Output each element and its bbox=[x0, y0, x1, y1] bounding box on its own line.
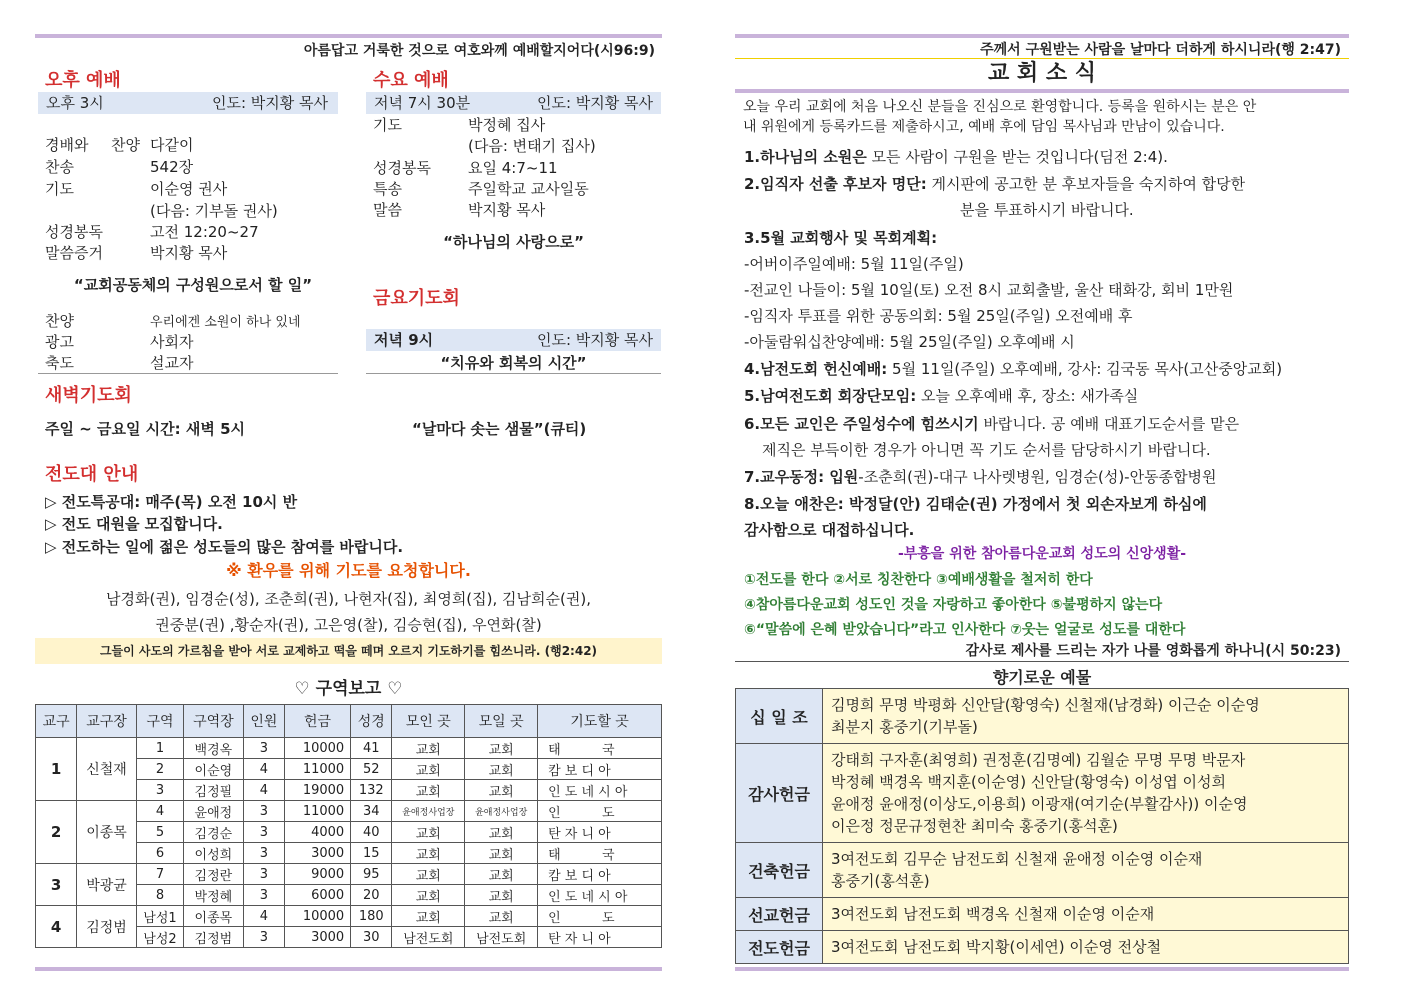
offering-line: 홍중기(홍석훈) bbox=[831, 872, 930, 890]
district-header-5: 헌금 bbox=[284, 705, 350, 738]
wednesday-item-4-label: 말씀 bbox=[373, 201, 402, 219]
district-cell: 1 bbox=[136, 738, 183, 759]
district-header-7: 모인 곳 bbox=[392, 705, 465, 738]
wednesday-leader: 인도: 박지황 목사 bbox=[536, 94, 653, 112]
friday-divider bbox=[366, 373, 661, 374]
wednesday-item-3-label: 특송 bbox=[373, 180, 402, 198]
afternoon-item2-0-label: 찬양 bbox=[45, 312, 74, 330]
news-3-item-3: -임직자 투표를 위한 공동의회: 5월 25일(주일) 오전예배 후 bbox=[744, 307, 1133, 325]
offering-row bbox=[736, 744, 1349, 843]
district-cell: 41 bbox=[351, 738, 392, 759]
district-cell: 4000 bbox=[284, 822, 350, 843]
district-cell: 7 bbox=[136, 864, 183, 885]
district-cell: 교회 bbox=[465, 843, 538, 864]
district-cell: 교회 bbox=[465, 906, 538, 927]
friday-time: 저녁 9시 bbox=[374, 331, 434, 349]
district-cell: 4 bbox=[243, 780, 284, 801]
district-cell: 교회 bbox=[465, 738, 538, 759]
district-cell: 윤애정 bbox=[184, 801, 244, 822]
district-cell: 11000 bbox=[284, 801, 350, 822]
afternoon-sermon: “교회공동체의 구성원으로서 할 일” bbox=[73, 276, 313, 294]
district-cell: 교회 bbox=[392, 780, 465, 801]
district-cell: 8 bbox=[136, 885, 183, 906]
afternoon-divider bbox=[38, 373, 338, 374]
district-cell: 태 국 bbox=[538, 843, 662, 864]
district-cell: 3 bbox=[243, 822, 284, 843]
district-cell: 교회 bbox=[392, 759, 465, 780]
gyogu-cell: 2 bbox=[36, 801, 77, 864]
district-header-0: 교구 bbox=[36, 705, 77, 738]
news-3-item-4: -아둘람워십찬양예배: 5월 25일(주일) 오후예배 시 bbox=[744, 333, 1075, 351]
district-cell: 3 bbox=[243, 738, 284, 759]
offering-line: 3여전도회 김무순 남전도회 신철재 윤애정 이순영 이순재 bbox=[831, 850, 1203, 868]
gyogu-cell: 3 bbox=[36, 864, 77, 906]
news-8: 8.오늘 애찬은: 박정달(안) 김태순(권) 가정에서 첫 외손자보게 하심에 bbox=[744, 495, 1207, 513]
offering-divider bbox=[735, 661, 1349, 662]
district-cell: 이종목 bbox=[184, 906, 244, 927]
district-cell: 박정혜 bbox=[184, 885, 244, 906]
offering-kind: 전도헌금 bbox=[736, 931, 823, 964]
district-cell: 윤애정사업장 bbox=[392, 801, 465, 822]
district-cell: 34 bbox=[351, 801, 392, 822]
district-header-4: 인원 bbox=[243, 705, 284, 738]
dawn-title: 새벽기도회 bbox=[45, 385, 132, 406]
evangelism-title: 전도대 안내 bbox=[45, 464, 139, 485]
revival-line-1: ①전도를 한다 ②서로 칭찬한다 ③예배생활을 철저히 한다 bbox=[744, 572, 1093, 588]
offering-line: 박정혜 백경옥 백지훈(이순영) 신안달(황영숙) 이성엽 이성희 bbox=[831, 773, 1227, 791]
afternoon-item-5 bbox=[45, 242, 227, 263]
afternoon-item-4 bbox=[45, 221, 259, 242]
district-cell: 남성1 bbox=[136, 906, 183, 927]
afternoon-item-2-value: 이순영 권사 bbox=[150, 180, 228, 198]
afternoon-title: 오후 예배 bbox=[45, 70, 121, 91]
offering-line: 이은정 정문규정현찬 최미숙 홍중기(홍석훈) bbox=[831, 817, 1118, 835]
offering-names bbox=[823, 843, 1349, 898]
welcome-line-2: 내 위원에게 등록카드를 제출하시고, 예배 후에 담임 목사님과 만남이 있습니다. bbox=[743, 119, 1225, 135]
offering-title: 향기로운 예물 bbox=[992, 668, 1092, 687]
friday-sermon: “치유와 회복의 시간” bbox=[440, 354, 587, 372]
news-7: 7.교우동정: 입원-조춘희(권)-대구 나사렛병원, 임경순(성)-안동종합병원 bbox=[744, 468, 1217, 486]
offering-kind: 건축헌금 bbox=[736, 843, 823, 898]
afternoon-item-1-value: 542장 bbox=[150, 158, 194, 176]
district-cell: 캄 보 디 아 bbox=[538, 759, 662, 780]
offering-row bbox=[736, 898, 1349, 931]
table-row bbox=[36, 864, 662, 885]
district-cell: 3 bbox=[243, 885, 284, 906]
district-cell: 30 bbox=[351, 927, 392, 948]
district-cell: 인 도 bbox=[538, 801, 662, 822]
news-1: 1.하나님의 소원은 모든 사람이 구원을 받는 것입니다(딤전 2:4). bbox=[744, 148, 1168, 166]
afternoon-item-0 bbox=[45, 134, 193, 155]
wednesday-item-0-label: 기도 bbox=[373, 116, 402, 134]
bottom-divider-left bbox=[35, 967, 662, 971]
district-cell: 백경옥 bbox=[184, 738, 244, 759]
district-cell: 교회 bbox=[465, 822, 538, 843]
district-cell: 탄 자 니 아 bbox=[538, 927, 662, 948]
offering-names bbox=[823, 898, 1349, 931]
news-title: 교 회 소 식 bbox=[735, 58, 1349, 90]
offering-line: 윤애정 윤애정(이상도,이용희) 이광재(여기순(부활감사)) 이순영 bbox=[831, 795, 1248, 813]
patients-line-2: 권중분(권) ,황순자(권), 고은영(찰), 김승현(집), 우연화(찰) bbox=[155, 616, 542, 634]
district-cell: 이성희 bbox=[184, 843, 244, 864]
wednesday-item-2-value: 요일 4:7~11 bbox=[468, 159, 558, 177]
offering-kind: 감사헌금 bbox=[736, 744, 823, 843]
district-cell: 3 bbox=[243, 801, 284, 822]
district-cell: 태 국 bbox=[538, 738, 662, 759]
offering-row bbox=[736, 689, 1349, 744]
district-cell: 인 도 bbox=[538, 906, 662, 927]
afternoon-item-1-label: 찬송 bbox=[45, 158, 74, 176]
dawn-qt: “날마다 솟는 샘물”(큐티) bbox=[412, 420, 587, 438]
wednesday-item-1 bbox=[373, 135, 596, 156]
news-6-cont: 제직은 부득이한 경우가 아니면 꼭 기도 순서를 담당하시기 바랍니다. bbox=[762, 441, 1211, 459]
district-cell: 윤애정사업장 bbox=[465, 801, 538, 822]
district-cell: 남전도회 bbox=[465, 927, 538, 948]
top-verse-right: 주께서 구원받는 사람을 날마다 더하게 하시니라(행 2:47) bbox=[980, 42, 1341, 58]
district-cell: 교회 bbox=[392, 843, 465, 864]
district-cell: 6 bbox=[136, 843, 183, 864]
afternoon-item-5-value: 박지황 목사 bbox=[150, 244, 228, 262]
offering-line: 최분지 홍중기(기부돌) bbox=[831, 718, 978, 736]
wednesday-item-3 bbox=[373, 178, 589, 199]
offering-row bbox=[736, 843, 1349, 898]
district-cell: 3 bbox=[243, 927, 284, 948]
friday-leader: 인도: 박지황 목사 bbox=[536, 331, 653, 349]
district-header-9: 기도할 곳 bbox=[538, 705, 662, 738]
offering-names bbox=[823, 689, 1349, 744]
district-cell: 20 bbox=[351, 885, 392, 906]
district-cell: 이순영 bbox=[184, 759, 244, 780]
district-cell: 교회 bbox=[392, 885, 465, 906]
offering-kind: 십 일 조 bbox=[736, 689, 823, 744]
wednesday-item-0 bbox=[373, 114, 545, 135]
district-cell: 5 bbox=[136, 822, 183, 843]
news-2: 2.임직자 선출 후보자 명단: 게시판에 공고한 분 후보자들을 숙지하여 합당한 bbox=[744, 175, 1246, 193]
district-cell: 4 bbox=[136, 801, 183, 822]
afternoon-item-0-value: 다같이 bbox=[150, 136, 194, 154]
gyogu-leader-cell: 김정범 bbox=[77, 906, 137, 948]
afternoon-item2-2-label: 축도 bbox=[45, 354, 74, 372]
district-cell: 김정필 bbox=[184, 780, 244, 801]
top-divider-right bbox=[735, 34, 1349, 38]
district-cell: 김정란 bbox=[184, 864, 244, 885]
district-cell: 인 도 네 시 아 bbox=[538, 780, 662, 801]
district-header-6: 성경 bbox=[351, 705, 392, 738]
district-cell: 교회 bbox=[465, 759, 538, 780]
district-cell: 3 bbox=[136, 780, 183, 801]
district-cell: 교회 bbox=[465, 885, 538, 906]
wednesday-item-2-label: 성경봉독 bbox=[373, 159, 431, 177]
revival-title: -부흥을 위한 참아름다운교회 성도의 신앙생활- bbox=[897, 546, 1187, 562]
afternoon-item2-1 bbox=[45, 331, 193, 352]
district-cell: 6000 bbox=[284, 885, 350, 906]
district-cell: 95 bbox=[351, 864, 392, 885]
afternoon-item-0-label: 경배와 찬양 bbox=[45, 136, 140, 154]
offering-line: 강태희 구자훈(최영희) 권정훈(김명예) 김월순 무명 무명 박문자 bbox=[831, 751, 1246, 769]
offering-names bbox=[823, 744, 1349, 843]
district-cell: 180 bbox=[351, 906, 392, 927]
district-cell: 남전도회 bbox=[392, 927, 465, 948]
afternoon-item-1 bbox=[45, 156, 193, 177]
gyogu-leader-cell: 박광균 bbox=[77, 864, 137, 906]
district-header-8: 모일 곳 bbox=[465, 705, 538, 738]
afternoon-item-4-label: 성경봉독 bbox=[45, 223, 103, 241]
district-cell: 교회 bbox=[392, 906, 465, 927]
psalm-verse: 감사로 제사를 드리는 자가 나를 영화롭게 하나니(시 50:23) bbox=[965, 643, 1341, 659]
top-divider-left bbox=[35, 34, 662, 38]
wednesday-item-2 bbox=[373, 157, 558, 178]
afternoon-item-3-value: (다음: 기부돌 권사) bbox=[150, 202, 278, 220]
district-cell: 52 bbox=[351, 759, 392, 780]
dawn-time: 주일 ~ 금요일 시간: 새벽 5시 bbox=[45, 420, 246, 438]
district-cell: 132 bbox=[351, 780, 392, 801]
district-cell: 40 bbox=[351, 822, 392, 843]
afternoon-item2-1-label: 광고 bbox=[45, 333, 74, 351]
news-3: 3.5월 교회행사 및 목회계획: bbox=[744, 229, 938, 247]
district-header-1: 교구장 bbox=[77, 705, 137, 738]
afternoon-time: 오후 3시 bbox=[46, 94, 104, 112]
wednesday-sermon: “하나님의 사랑으로” bbox=[443, 233, 584, 251]
gyogu-cell: 4 bbox=[36, 906, 77, 948]
afternoon-header bbox=[38, 92, 338, 114]
news-3-item-2: -전교인 나들이: 5월 10일(토) 오전 8시 교회출발, 울산 태화강, 회비 1만원 bbox=[744, 281, 1234, 299]
offering-line: 김명희 무명 박평화 신안달(황영숙) 신철재(남경화) 이근순 이순영 bbox=[831, 696, 1260, 714]
table-row bbox=[36, 801, 662, 822]
district-cell: 3000 bbox=[284, 843, 350, 864]
wednesday-item-3-value: 주일학교 교사일동 bbox=[468, 180, 589, 198]
afternoon-item-2-label: 기도 bbox=[45, 180, 74, 198]
news-6: 6.모든 교인은 주일성수에 힘쓰시기 바랍니다. 공 예배 대표기도순서를 맡은 bbox=[744, 415, 1240, 433]
afternoon-item2-0 bbox=[45, 310, 301, 331]
district-cell: 김정범 bbox=[184, 927, 244, 948]
wednesday-item-4-value: 박지황 목사 bbox=[468, 201, 546, 219]
afternoon-item2-2-value: 설교자 bbox=[150, 354, 194, 372]
district-header-3: 구역장 bbox=[184, 705, 244, 738]
wednesday-time: 저녁 7시 30분 bbox=[374, 94, 471, 112]
wednesday-item-0-value: 박정혜 집사 bbox=[468, 116, 546, 134]
district-cell: 3 bbox=[243, 843, 284, 864]
offering-table bbox=[735, 688, 1349, 964]
afternoon-item-4-value: 고전 12:20~27 bbox=[150, 223, 259, 241]
offering-line: 3여전도회 남전도회 박지황(이세연) 이순영 전상철 bbox=[831, 938, 1162, 956]
top-verse-left: 아름답고 거룩한 것으로 여호와께 예배할지어다(시96:9) bbox=[303, 43, 655, 59]
news-8-cont: 감사함으로 대접하십니다. bbox=[744, 521, 915, 539]
afternoon-item-3 bbox=[45, 200, 278, 221]
offering-kind: 선교헌금 bbox=[736, 898, 823, 931]
friday-title: 금요기도회 bbox=[373, 288, 460, 309]
news-5: 5.남여전도회 회장단모임: 오늘 오후예배 후, 장소: 새가족실 bbox=[744, 387, 1139, 405]
gyogu-leader-cell: 신철재 bbox=[77, 738, 137, 801]
district-cell: 캄 보 디 아 bbox=[538, 864, 662, 885]
table-row bbox=[36, 906, 662, 927]
district-cell: 남성2 bbox=[136, 927, 183, 948]
district-cell: 김경순 bbox=[184, 822, 244, 843]
district-cell: 11000 bbox=[284, 759, 350, 780]
district-cell: 탄 자 니 아 bbox=[538, 822, 662, 843]
news-divider bbox=[735, 89, 1349, 93]
district-cell: 4 bbox=[243, 759, 284, 780]
offering-row bbox=[736, 931, 1349, 964]
district-cell: 9000 bbox=[284, 864, 350, 885]
evangelism-line-1: ▷ 전도특공대: 매주(목) 오전 10시 반 bbox=[45, 493, 298, 511]
wednesday-item-4 bbox=[373, 199, 545, 220]
district-cell: 3000 bbox=[284, 927, 350, 948]
afternoon-item-5-label: 말씀증거 bbox=[45, 244, 103, 262]
welcome-line-1: 오늘 우리 교회에 처음 나오신 분들을 진심으로 환영합니다. 등록을 원하시는 분은 안 bbox=[743, 99, 1257, 115]
news-3-item-1: -어버이주일예배: 5월 11일(주일) bbox=[744, 255, 964, 273]
district-cell: 4 bbox=[243, 906, 284, 927]
district-header-2: 구역 bbox=[136, 705, 183, 738]
gyogu-cell: 1 bbox=[36, 738, 77, 801]
offering-names bbox=[823, 931, 1349, 964]
district-cell: 10000 bbox=[284, 906, 350, 927]
district-cell: 교회 bbox=[465, 864, 538, 885]
patients-line-1: 남경화(권), 임경순(성), 조춘희(권), 나현자(집), 최영희(집), 김남희순(권), bbox=[106, 590, 591, 608]
friday-header bbox=[366, 329, 661, 351]
district-cell: 교회 bbox=[392, 738, 465, 759]
district-table bbox=[35, 704, 662, 948]
offering-line: 3여전도회 남전도회 백경옥 신철재 이순영 이순재 bbox=[831, 905, 1155, 923]
afternoon-item2-0-value: 우리에겐 소원이 하나 있네 bbox=[150, 315, 301, 330]
district-cell: 인 도 네 시 아 bbox=[538, 885, 662, 906]
afternoon-leader: 인도: 박지황 목사 bbox=[211, 94, 328, 112]
prayer-request-title: ※ 환우를 위해 기도를 요청합니다. bbox=[226, 561, 471, 580]
district-cell: 교회 bbox=[392, 864, 465, 885]
district-cell: 2 bbox=[136, 759, 183, 780]
evangelism-line-3: ▷ 전도하는 일에 젊은 성도들의 많은 참여를 바랍니다. bbox=[45, 538, 404, 556]
revival-line-3: ⑥“말씀에 은혜 받았습니다”라고 인사한다 ⑦웃는 얼굴로 성도를 대한다 bbox=[744, 622, 1186, 638]
wednesday-title: 수요 예배 bbox=[373, 70, 449, 91]
bottom-divider-right bbox=[735, 967, 1349, 971]
wednesday-header bbox=[366, 92, 661, 114]
afternoon-item2-1-value: 사회자 bbox=[150, 333, 194, 351]
acts-verse: 그들이 사도의 가르침을 받아 서로 교제하고 떡을 떼며 오르지 기도하기를 힘쓰니라. (행2:42) bbox=[35, 638, 662, 664]
gyogu-leader-cell: 이종목 bbox=[77, 801, 137, 864]
district-cell: 15 bbox=[351, 843, 392, 864]
district-title: ♡ 구역보고 ♡ bbox=[294, 679, 403, 699]
afternoon-item-2 bbox=[45, 178, 227, 199]
district-cell: 19000 bbox=[284, 780, 350, 801]
evangelism-line-2: ▷ 전도 대원을 모집합니다. bbox=[45, 515, 223, 533]
news-4: 4.남전도회 헌신예배: 5월 11일(주일) 오후예배, 강사: 김국동 목사(고산중앙교회) bbox=[744, 360, 1283, 378]
district-cell: 3 bbox=[243, 864, 284, 885]
district-cell: 교회 bbox=[465, 780, 538, 801]
table-row bbox=[36, 738, 662, 759]
district-cell: 10000 bbox=[284, 738, 350, 759]
afternoon-item2-2 bbox=[45, 352, 193, 373]
news-2-cont: 분을 투표하시기 바랍니다. bbox=[960, 201, 1134, 219]
revival-line-2: ④참아름다운교회 성도인 것을 자랑하고 좋아한다 ⑤불평하지 않는다 bbox=[744, 597, 1163, 613]
wednesday-item-1-value: (다음: 변태기 집사) bbox=[468, 137, 596, 155]
district-cell: 교회 bbox=[392, 822, 465, 843]
